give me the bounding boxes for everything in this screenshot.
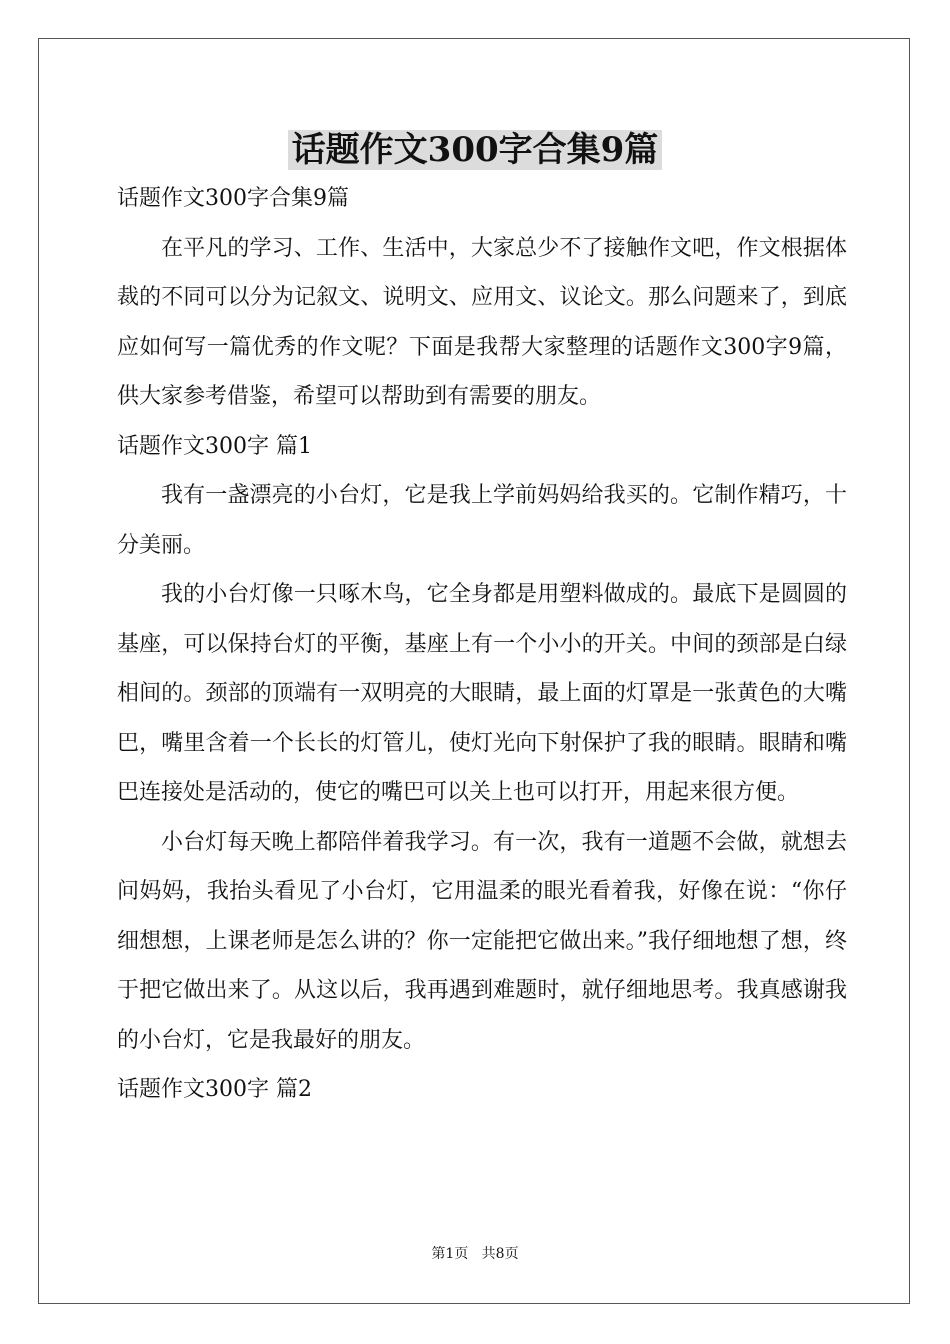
section-1-heading: 话题作文300字 篇1 bbox=[117, 433, 312, 459]
section-1-paragraph-2: 我的小台灯像一只啄木鸟，它全身都是用塑料做成的。最底下是圆圆的基座，可以保持台灯的平衡，基座上有一个小小的开关。中间的颈部是白绿相间的。颈部的顶端有一双明亮的大眼睛，最上面的灯罩是一张黄色的大嘴巴，嘴里含着一个长长的灯管儿，使灯光向下射保护了我的眼睛。眼睛和嘴巴连接处是活动的，使它的嘴巴可以关上也可以打开，用起来很方便。 bbox=[117, 582, 847, 805]
intro-paragraph: 在平凡的学习、工作、生活中，大家总少不了接触作文吧，作文根据体裁的不同可以分为记叙文、说明文、应用文、议论文。那么问题来了，到底应如何写一篇优秀的作文呢？下面是我帮大家整理的话题作文300字9篇，供大家参考借鉴，希望可以帮助到有需要的朋友。 bbox=[117, 235, 847, 409]
section-2-heading: 话题作文300字 篇2 bbox=[117, 1077, 312, 1102]
document-subtitle: 话题作文300字合集9篇 bbox=[117, 186, 349, 211]
document-title bbox=[0, 124, 950, 176]
page-footer: 第1页 共8页 bbox=[431, 1246, 519, 1262]
section-1-paragraph-1: 我有一盏漂亮的小台灯，它是我上学前妈妈给我买的。它制作精巧，十分美丽。 bbox=[117, 483, 847, 558]
document-body bbox=[117, 174, 847, 1115]
document-title-text: 话题作文300字合集9篇 bbox=[288, 130, 663, 170]
section-1-paragraph-3: 小台灯每天晚上都陪伴着我学习。有一次，我有一道题不会做，就想去问妈妈，我抬头看见了小台灯，它用温柔的眼光看着我，好像在说：“你仔细想想，上课老师是怎么讲的？你一定能把它做出来。”我仔细地想了想，终于把它做出来了。从这以后，我再遇到难题时，就仔细地思考。我真感谢我的小台灯，它是我最好的朋友。 bbox=[117, 829, 847, 1053]
